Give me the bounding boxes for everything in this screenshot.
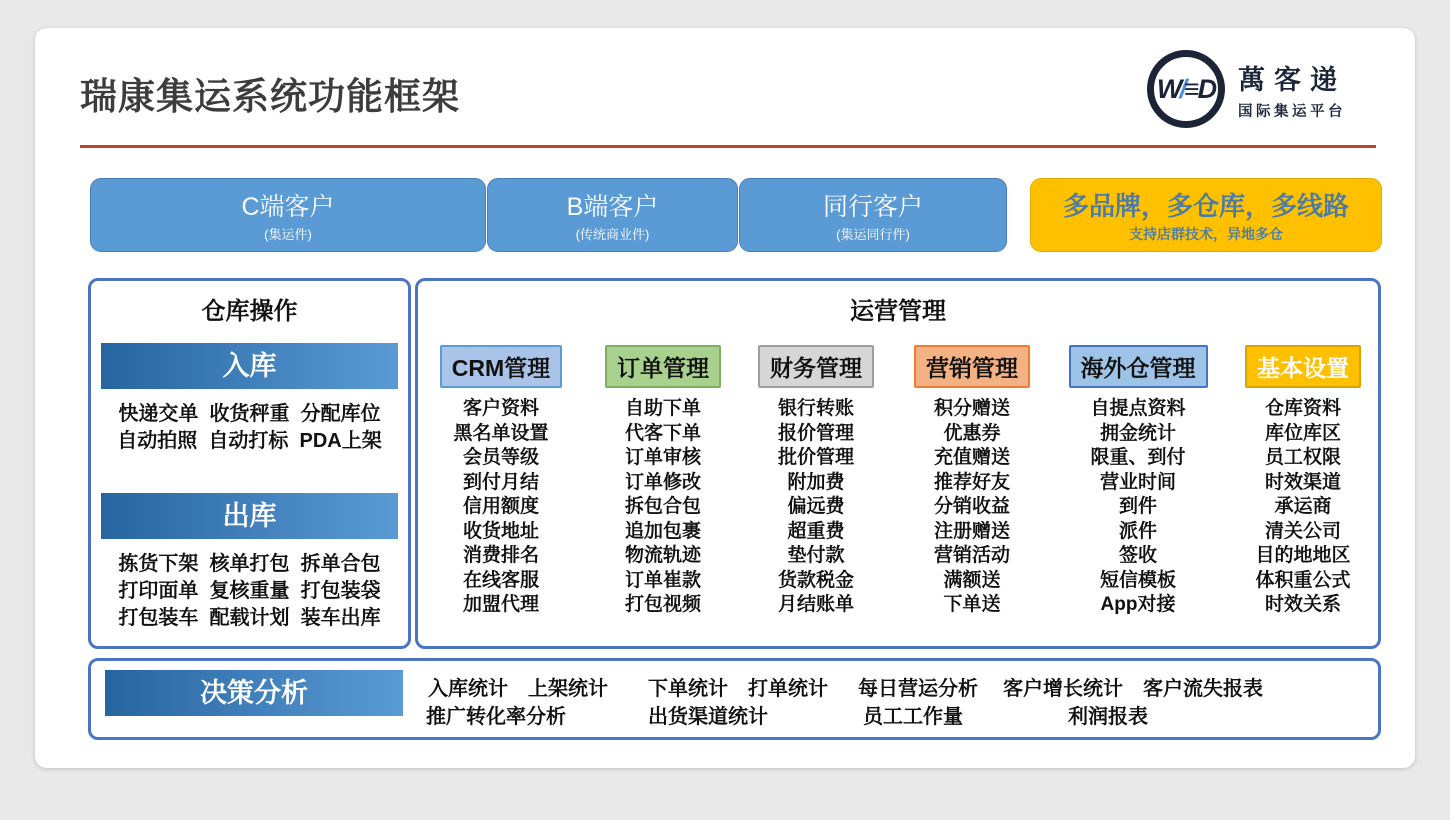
ops-column-crm	[422, 345, 580, 618]
slide-card	[35, 28, 1415, 768]
stat-item: 打单统计	[748, 678, 828, 700]
feature-item: 员工权限	[1264, 447, 1341, 468]
logo-mark-kd: ≡D	[1183, 73, 1216, 104]
stat-item: 员工工作量	[863, 706, 963, 728]
multi-brand-highlight-sub: 支持店群技术，异地多仓	[1129, 226, 1283, 242]
feature-item: 物流轨迹	[624, 545, 701, 566]
feature-item: 订单审核	[624, 447, 701, 468]
ops-column-header-crm: CRM管理	[440, 345, 562, 388]
feature-item: 到件	[1118, 496, 1157, 517]
feature-item: 超重费	[787, 520, 845, 542]
feature-item: 自提点资料	[1090, 398, 1186, 419]
feature-item: 订单崔款	[624, 569, 701, 591]
feature-item: 批价管理	[777, 447, 854, 468]
feature-item: 短信模板	[1099, 569, 1176, 591]
analysis-banner: 决策分析	[105, 670, 403, 716]
customer-box-c-label: C端客户	[241, 193, 335, 221]
feature-item: 订单修改	[624, 471, 701, 493]
ops-column-settings	[1225, 345, 1381, 618]
ops-column-items	[422, 397, 580, 618]
feature-item: 客户资料	[462, 398, 539, 419]
feature-item: 下单送	[943, 594, 1001, 615]
brand-logo	[1147, 50, 1346, 128]
customer-box-peer-label: 同行客户	[822, 193, 923, 221]
logo-mark-slash: /	[1179, 73, 1185, 104]
feature-item: 推荐好友	[933, 471, 1010, 493]
feature-item: 到付月结	[462, 471, 539, 493]
operations-panel-title: 运营管理	[850, 298, 946, 325]
feature-item: 打包视频	[624, 594, 701, 615]
feature-item: App对接	[1100, 594, 1176, 615]
feature-item: 偏远费	[787, 496, 845, 517]
feature-item: 收货地址	[462, 520, 539, 542]
outbound-feature-line: 拣货下架 核单打包 拆单合包	[118, 553, 381, 575]
stat-item: 入库统计	[428, 678, 508, 700]
feature-item: 报价管理	[777, 422, 854, 444]
feature-item: 仓库资料	[1264, 398, 1341, 419]
logo-tagline: 国际集运平台	[1238, 103, 1346, 120]
stat-item: 下单统计	[648, 678, 728, 700]
inbound-feature-line: 自动拍照 自动打标 PDA上架	[117, 430, 382, 452]
outbound-banner: 出库	[101, 493, 398, 539]
feature-item: 银行转账	[777, 398, 854, 419]
customer-box-b-label: B端客户	[566, 193, 659, 221]
ops-column-header-order: 订单管理	[605, 345, 721, 388]
feature-item: 承运商	[1274, 496, 1332, 517]
logo-mark-w: W	[1156, 73, 1181, 104]
inbound-banner: 入库	[101, 343, 398, 389]
feature-item: 代客下单	[624, 422, 701, 444]
customer-box-peer	[739, 178, 1007, 252]
feature-item: 目的地地区	[1255, 545, 1351, 566]
inbound-feature-line: 快递交单 收货秤重 分配库位	[118, 403, 381, 425]
ops-column-header-overseas: 海外仓管理	[1069, 345, 1208, 388]
ops-column-marketing	[893, 345, 1051, 618]
feature-item: 营销活动	[933, 545, 1010, 566]
stat-item: 出货渠道统计	[648, 706, 768, 728]
feature-item: 自助下单	[624, 398, 701, 419]
feature-item: 拥金统计	[1099, 422, 1176, 444]
feature-item: 货款税金	[777, 569, 854, 591]
feature-item: 充值赠送	[933, 447, 1010, 468]
outbound-feature-line: 打包装车 配载计划 装车出库	[118, 607, 381, 629]
ops-column-header-marketing: 营销管理	[914, 345, 1030, 388]
customer-box-b	[487, 178, 738, 252]
feature-item: 体积重公式	[1255, 569, 1351, 591]
feature-item: 时效关系	[1264, 594, 1341, 615]
feature-item: 满额送	[943, 569, 1001, 591]
stat-item: 利润报表	[1068, 706, 1148, 728]
ops-column-header-finance: 财务管理	[758, 345, 874, 388]
logo-brand-name: 萬客递	[1238, 64, 1346, 95]
feature-item: 注册赠送	[933, 520, 1010, 542]
multi-brand-highlight-label: 多品牌，多仓库，多线路	[1062, 191, 1349, 221]
feature-item: 优惠券	[943, 422, 1001, 444]
stat-item: 推广转化率分析	[426, 706, 566, 728]
ops-column-items	[584, 397, 742, 618]
stat-item: 上架统计	[528, 678, 608, 700]
ops-column-overseas	[1055, 345, 1221, 618]
feature-item: 清关公司	[1264, 520, 1341, 542]
feature-item: 月结账单	[777, 594, 854, 615]
page-title: 瑞康集运系统功能框架	[80, 76, 460, 117]
multi-brand-highlight	[1030, 178, 1382, 252]
stat-item: 客户流失报表	[1143, 678, 1263, 700]
customer-box-c	[90, 178, 486, 252]
customer-box-b-sub: (传统商业件)	[575, 227, 650, 242]
feature-item: 消费排名	[462, 545, 539, 566]
operations-panel	[415, 278, 1381, 649]
outbound-feature-line: 打印面单 复核重量 打包装袋	[118, 580, 381, 602]
feature-item: 黑名单设置	[453, 422, 549, 444]
warehouse-panel	[88, 278, 411, 649]
feature-item: 限重、到付	[1090, 447, 1186, 468]
ops-column-items	[1055, 397, 1221, 618]
feature-item: 信用额度	[462, 496, 539, 517]
customer-box-c-sub: (集运件)	[264, 227, 312, 242]
feature-item: 在线客服	[462, 569, 539, 591]
feature-item: 营业时间	[1099, 471, 1176, 493]
feature-item: 派件	[1118, 520, 1157, 542]
logo-circle-icon	[1147, 50, 1225, 128]
ops-column-items	[737, 397, 895, 618]
ops-column-header-settings: 基本设置	[1245, 345, 1361, 388]
ops-column-finance	[737, 345, 895, 618]
feature-item: 加盟代理	[462, 594, 539, 615]
title-underline	[80, 145, 1376, 148]
feature-item: 附加费	[787, 471, 845, 493]
feature-item: 拆包合包	[624, 496, 701, 517]
feature-item: 追加包裹	[624, 520, 701, 542]
feature-item: 签收	[1118, 545, 1157, 566]
feature-item: 时效渠道	[1264, 471, 1341, 493]
ops-column-order	[584, 345, 742, 618]
feature-item: 积分赠送	[933, 398, 1010, 419]
stat-item: 每日营运分析	[858, 678, 978, 700]
analysis-panel	[88, 658, 1381, 740]
logo-text	[1238, 58, 1346, 121]
feature-item: 垫付款	[787, 545, 845, 566]
ops-column-items	[893, 397, 1051, 618]
feature-item: 分销收益	[933, 496, 1010, 517]
stat-item: 客户增长统计	[1003, 678, 1123, 700]
feature-item: 会员等级	[462, 447, 539, 468]
warehouse-panel-title: 仓库操作	[201, 298, 298, 325]
feature-item: 库位库区	[1264, 422, 1341, 444]
ops-column-items	[1225, 397, 1381, 618]
customer-box-peer-sub: (集运同行件)	[836, 227, 910, 242]
